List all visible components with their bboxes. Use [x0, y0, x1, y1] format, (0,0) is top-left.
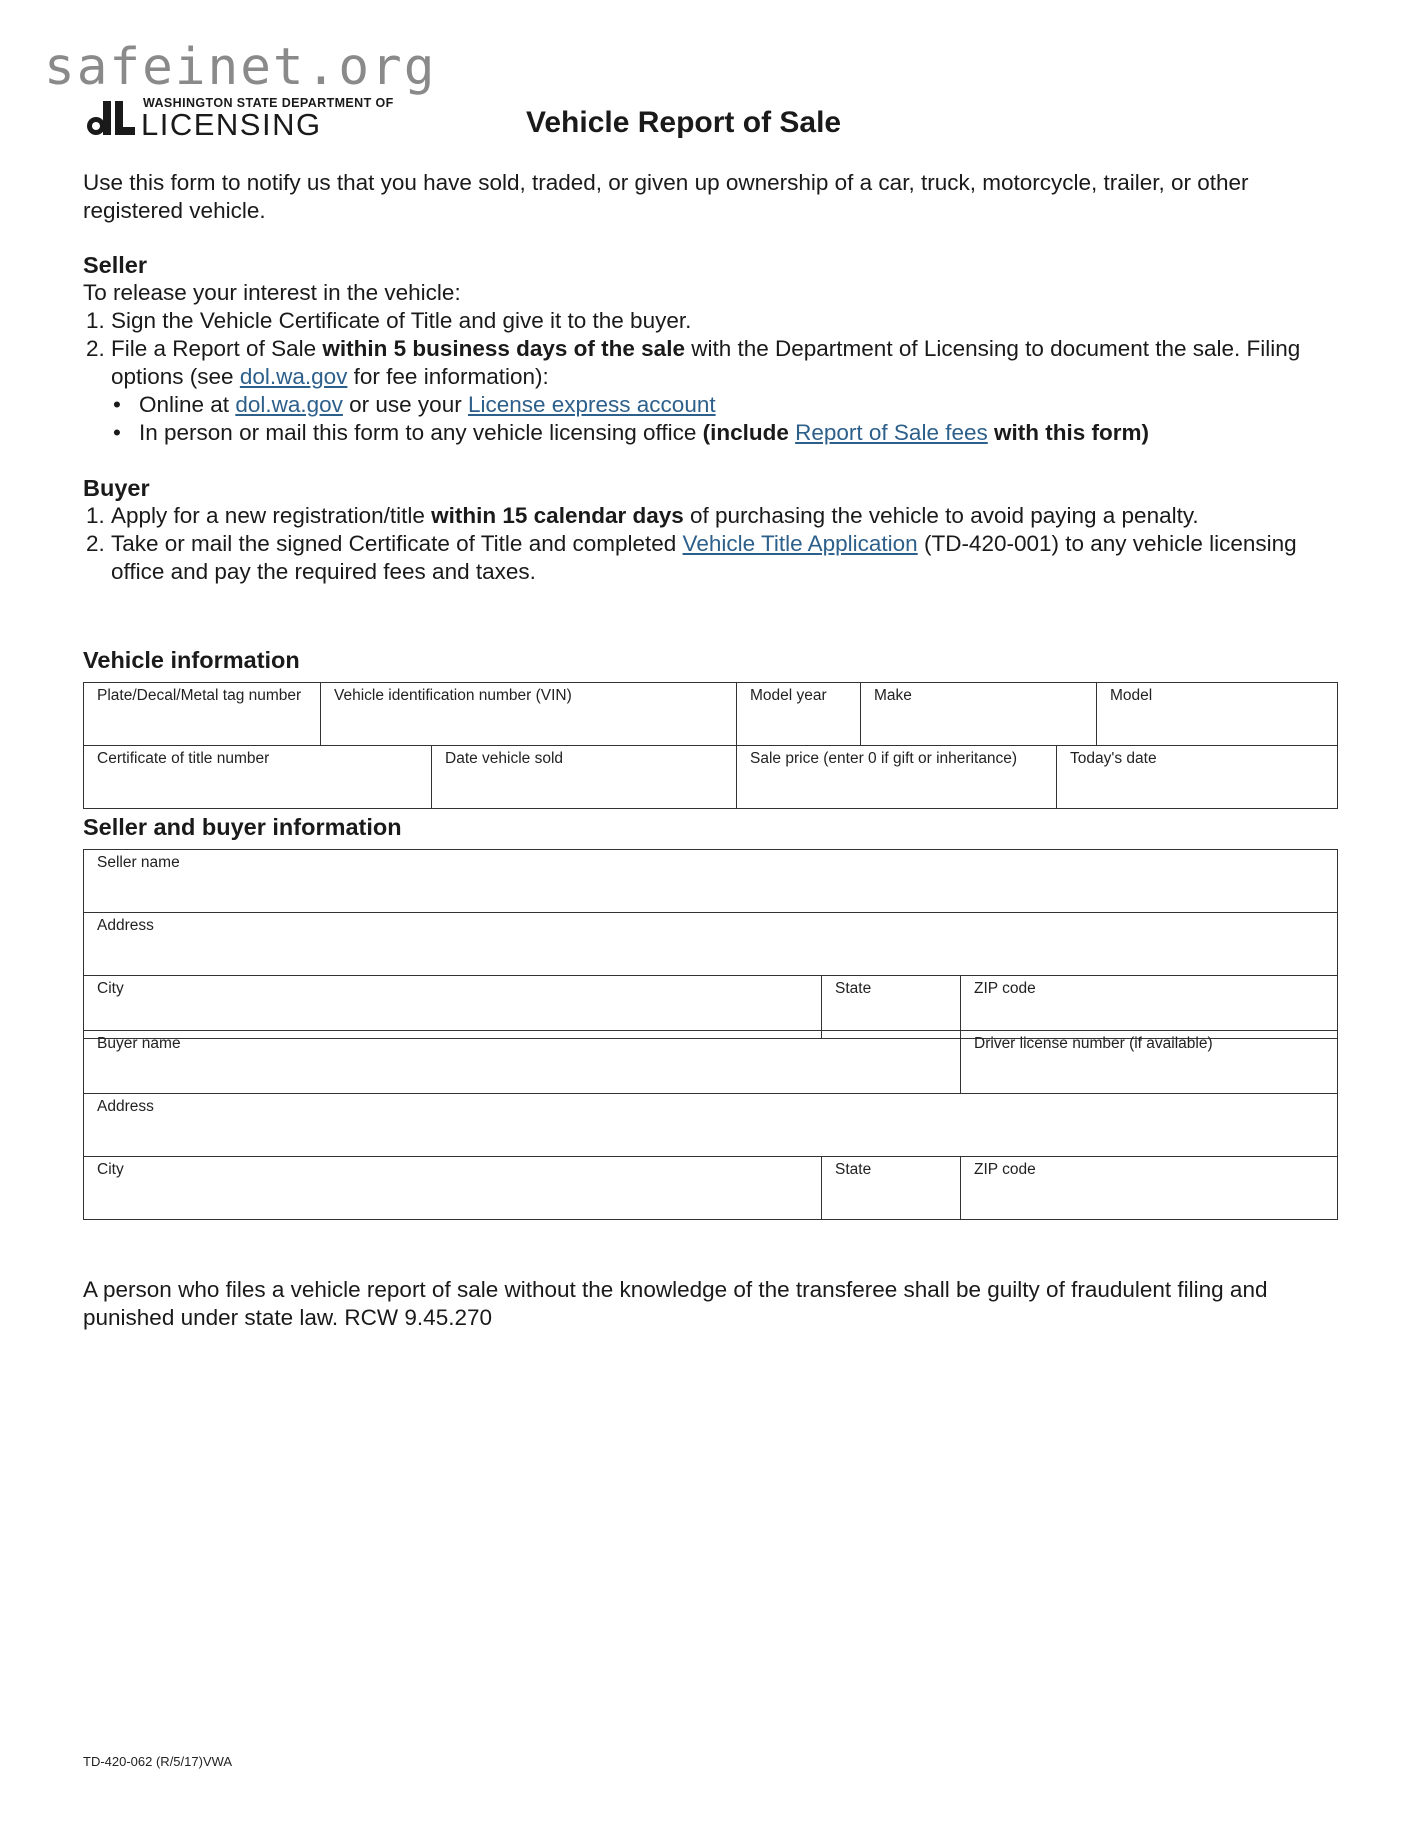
party-info-heading: Seller and buyer information	[83, 814, 402, 840]
buyer-city-field[interactable]	[84, 1157, 822, 1220]
buyer-zip-label: ZIP code	[974, 1161, 1036, 1178]
seller-steps	[83, 307, 1343, 447]
plate-field[interactable]	[84, 683, 321, 746]
seller-name-field[interactable]	[84, 850, 1338, 913]
seller-address-label: Address	[97, 917, 154, 934]
buyer-address-label: Address	[97, 1098, 154, 1115]
vehicle-info-heading: Vehicle information	[83, 647, 300, 673]
logo-wordmark: LICENSING	[141, 107, 322, 142]
option-fee-note-b: with this form)	[987, 420, 1149, 445]
logo-subtitle: WASHINGTON STATE DEPARTMENT OF	[143, 96, 394, 110]
seller-step-1	[111, 307, 1343, 335]
buyer-heading: Buyer	[83, 475, 150, 501]
model-label: Model	[1110, 687, 1153, 704]
buyer-state-label: State	[835, 1161, 872, 1178]
buyer-address-field[interactable]	[84, 1094, 1338, 1157]
buyer-state-field[interactable]	[822, 1157, 961, 1220]
buyer-city-label: City	[97, 1161, 124, 1178]
seller-step-2	[111, 335, 1343, 447]
seller-zip-label: ZIP code	[974, 980, 1036, 997]
make-field[interactable]	[861, 683, 1097, 746]
option-in-person-text: In person or mail this form to any vehicle licensing office	[139, 420, 703, 445]
make-label: Make	[874, 687, 912, 704]
watermark: safeinet.org	[44, 38, 437, 97]
seller-city-label: City	[97, 980, 124, 997]
buyer-step-2-text-b: (TD-420-001) to any vehicle licensing office and pay the required fees and taxes.	[111, 531, 1297, 584]
seller-step-2-text: File a Report of Sale	[111, 336, 323, 361]
vehicle-title-application-link[interactable]: Vehicle Title Application	[682, 531, 918, 556]
date-sold-label: Date vehicle sold	[445, 750, 564, 767]
buyer-license-label: Driver license number (if available)	[974, 1035, 1213, 1052]
option-online-text: Online at	[139, 392, 236, 417]
form-number: TD-420-062 (R/5/17)VWA	[83, 1754, 233, 1769]
vehicle-info-table	[83, 682, 1338, 809]
intro-block	[83, 169, 1343, 225]
seller-name-label: Seller name	[97, 854, 180, 871]
filing-option-online	[139, 391, 1343, 419]
seller-lead: To release your interest in the vehicle:	[83, 280, 461, 305]
title-number-label: Certificate of title number	[97, 750, 270, 767]
buyer-step-1-text-b: of purchasing the vehicle to avoid paying a penalty.	[683, 503, 1199, 528]
report-of-sale-fees-link[interactable]: Report of Sale fees	[795, 420, 988, 445]
dol-link[interactable]: dol.wa.gov	[239, 364, 348, 389]
sale-price-field[interactable]	[737, 746, 1057, 809]
plate-label: Plate/Decal/Metal tag number	[97, 687, 302, 704]
seller-step-2-text-c: for fee information):	[347, 364, 549, 389]
seller-state-label: State	[835, 980, 872, 997]
buyer-step-2-text: Take or mail the signed Certificate of Title and completed	[111, 531, 683, 556]
buyer-name-field[interactable]	[84, 1031, 961, 1094]
dol-logo-icon	[83, 98, 135, 138]
vin-field[interactable]	[321, 683, 737, 746]
fraud-notice: A person who files a vehicle report of sale without the knowledge of the transferee shall be guilty of fraudulent filing and punished under state law. RCW 9.45.270	[83, 1277, 1268, 1330]
sale-price-label: Sale price (enter 0 if gift or inheritance)	[750, 750, 1018, 767]
seller-info-table	[83, 849, 1338, 1039]
buyer-instructions	[83, 474, 1343, 586]
model-year-label: Model year	[750, 687, 827, 704]
seller-deadline: within 5 business days of the sale	[322, 336, 685, 361]
license-express-link[interactable]: License express account	[467, 392, 716, 417]
buyer-step-1-text: Apply for a new registration/title	[111, 503, 432, 528]
dol-online-link[interactable]: dol.wa.gov	[235, 392, 343, 417]
vin-label: Vehicle identification number (VIN)	[334, 687, 572, 704]
buyer-deadline: within 15 calendar days	[431, 503, 684, 528]
buyer-step-1	[111, 502, 1343, 530]
buyer-step-2	[111, 530, 1343, 586]
seller-instructions	[83, 251, 1343, 447]
option-fee-note-a: (include	[702, 420, 796, 445]
option-online-text-b: or use your	[342, 392, 468, 417]
buyer-name-label: Buyer name	[97, 1035, 181, 1052]
model-year-field[interactable]	[737, 683, 861, 746]
filing-option-in-person	[139, 419, 1343, 447]
buyer-info-table	[83, 1030, 1338, 1220]
dol-logo	[83, 92, 394, 142]
page-title: Vehicle Report of Sale	[526, 106, 842, 139]
date-sold-field[interactable]	[432, 746, 737, 809]
seller-step-1-text: Sign the Vehicle Certificate of Title and give it to the buyer.	[111, 308, 692, 333]
buyer-license-field[interactable]	[961, 1031, 1338, 1094]
buyer-steps	[83, 502, 1343, 586]
seller-step-2-text-b: with the Department of Licensing to document the sale. Filing options (see	[111, 336, 1301, 389]
filing-options	[111, 391, 1343, 447]
model-field[interactable]	[1097, 683, 1338, 746]
intro-text: Use this form to notify us that you have sold, traded, or given up ownership of a car, truck, motorcycle, trailer, or other registered vehicle.	[83, 170, 1249, 223]
todays-date-field[interactable]	[1057, 746, 1338, 809]
todays-date-label: Today's date	[1070, 750, 1157, 767]
title-number-field[interactable]	[84, 746, 432, 809]
seller-heading: Seller	[83, 252, 148, 278]
option-fee-note	[703, 420, 1149, 445]
buyer-zip-field[interactable]	[961, 1157, 1338, 1220]
seller-address-field[interactable]	[84, 913, 1338, 976]
